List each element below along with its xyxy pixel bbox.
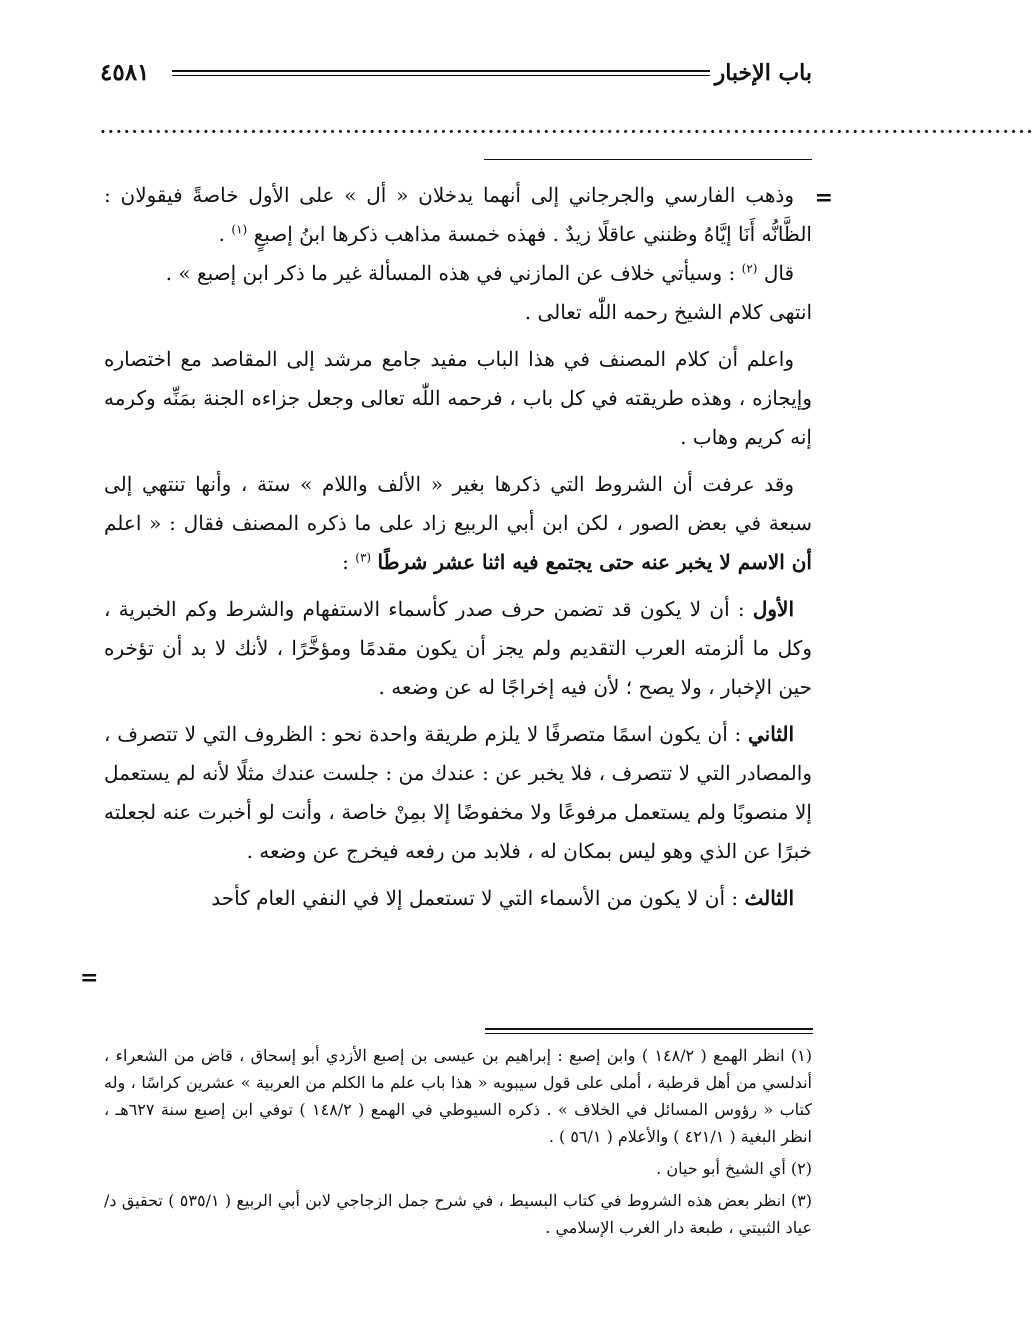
paragraph-5: وقد عرفت أن الشروط التي ذكرها بغير « الألف واللام » ستة ، وأنها تنتهي إلى سبعة في بعض الصور ، لكن ابن أبي الربيع زاد على ما ذكره المصنف فقال : « اعلم أن الاسم لا يخبر عنه حتى يجتمع فيه اثنا عشر شرطًا $^{(٣)}$ : xyxy=(104,472,812,574)
paragraph-3: انتهى كلام الشيخ رحمه اللّٰه تعالى . xyxy=(524,300,812,324)
condition-third-label: الثالث xyxy=(744,886,794,910)
condition-first: الأول : أن لا يكون قد تضمن حرف صدر كأسماء الاستفهام والشرط وكم الخبرية ، وكل ما ألزمته العرب التقديم ولم يجز أن يكون مقدمًا ومؤخَّرًا ، لأنك لا بد أن تؤخره حين الإخبار ، ولا يصح ؛ لأن فيه إخراجًا له عن وضعه . xyxy=(104,597,812,699)
footnote-ref-3: (٣) xyxy=(355,550,372,565)
paragraph-1: وذهب الفارسي والجرجاني إلى أنهما يدخلان « أل » على الأول خاصةً فيقولان : الظَّانُّه أَنَا إيَّاهُ وظنني عاقلًا زيدٌ . فهذه خمسة مذاهب ذكرها ابنُ إصبعٍ $^{(١)}$ . xyxy=(104,183,812,246)
condition-first-label: الأول xyxy=(752,597,794,621)
header-rule xyxy=(172,70,710,76)
condition-second: الثاني : أن يكون اسمًا متصرفًا لا يلزم طريقة واحدة نحو : الظروف التي لا تتصرف ، والمصادر التي لا تتصرف ، فلا يخبر عن : عندك من : جلست عندك مثلًا لأنه لم يستعمل إلا منصوبًا ولم يستعمل مرفوعًا ولا مخفوضًا إلا بمِنْ خاصة ، وأنت لو أخبرت عنه لجعلته خبرًا عن الذي وهو ليس بمكان له ، فلابد من رفعه فيخرج عن وضعه . xyxy=(104,722,812,863)
condition-second-label: الثاني xyxy=(747,722,794,746)
paragraph-4: واعلم أن كلام المصنف في هذا الباب مفيد جامع مرشد إلى المقاصد مع اختصاره وإيجازه ، وهذه طريقته في كل باب ، فرحمه اللّٰه تعالى وجعل جزاءه الجنة بمَنِّه وكرمه إنه كريم وهاب . xyxy=(104,347,812,449)
quoted-heading: أن الاسم لا يخبر عنه حتى يجتمع فيه اثنا عشر شرطًا xyxy=(377,550,812,574)
footnote-rule xyxy=(485,1028,813,1034)
footnote-ref-1: (١) xyxy=(231,222,248,237)
dotted-separator: ...................................................................................................................... xyxy=(100,118,1034,138)
continuation-mark-top: = xyxy=(814,185,833,211)
footnote-2: (٢) أي الشيخ أبو حيان . xyxy=(656,1159,812,1178)
main-text xyxy=(104,176,812,926)
continuation-mark-bottom: = xyxy=(80,965,99,991)
condition-third: الثالث : أن لا يكون من الأسماء التي لا تستعمل إلا في النفي العام كأحد xyxy=(211,886,794,910)
footnotes xyxy=(104,1042,812,1246)
footnote-ref-2: (٢) xyxy=(741,261,758,276)
page-number: ٤٥٨١ xyxy=(100,59,150,86)
footnote-1: (١) انظر الهمع ( ١٤٨/٢ ) وابن إصبع : إبراهيم بن عيسى بن إصبع الأزدي أبو إسحاق ، قاض من الشعراء ، أندلسي من أهل قرطبة ، أملى على قول سيبويه « هذا باب علم ما الكلم من العربية » عشرين كراسًا ، وله كتاب « رؤوس المسائل في الخلاف » . ذكره السيوطي في الهمع ( ١٤٨/٢ ) توفي ابن إصبع سنة ٦٢٧هـ ، انظر البغية ( ٤٢١/١ ) والأعلام ( ٥٦/١ ) . xyxy=(104,1046,813,1146)
paragraph-2: قال $^{(٢)}$ : وسيأتي خلاف عن المازني في هذه المسألة غير ما ذكر ابن إصبع » . xyxy=(165,261,794,285)
running-title: باب الإخبار xyxy=(714,60,812,86)
footnote-3: (٣) انظر بعض هذه الشروط في كتاب البسيط ، في شرح جمل الزجاجي لابن أبي الربيع ( ٥٣٥/١ ) تحقيق د/ عياد الثبيتي ، طبعة دار الغرب الإسلامي . xyxy=(104,1191,813,1237)
section-rule xyxy=(484,159,812,160)
page-header xyxy=(100,58,812,90)
